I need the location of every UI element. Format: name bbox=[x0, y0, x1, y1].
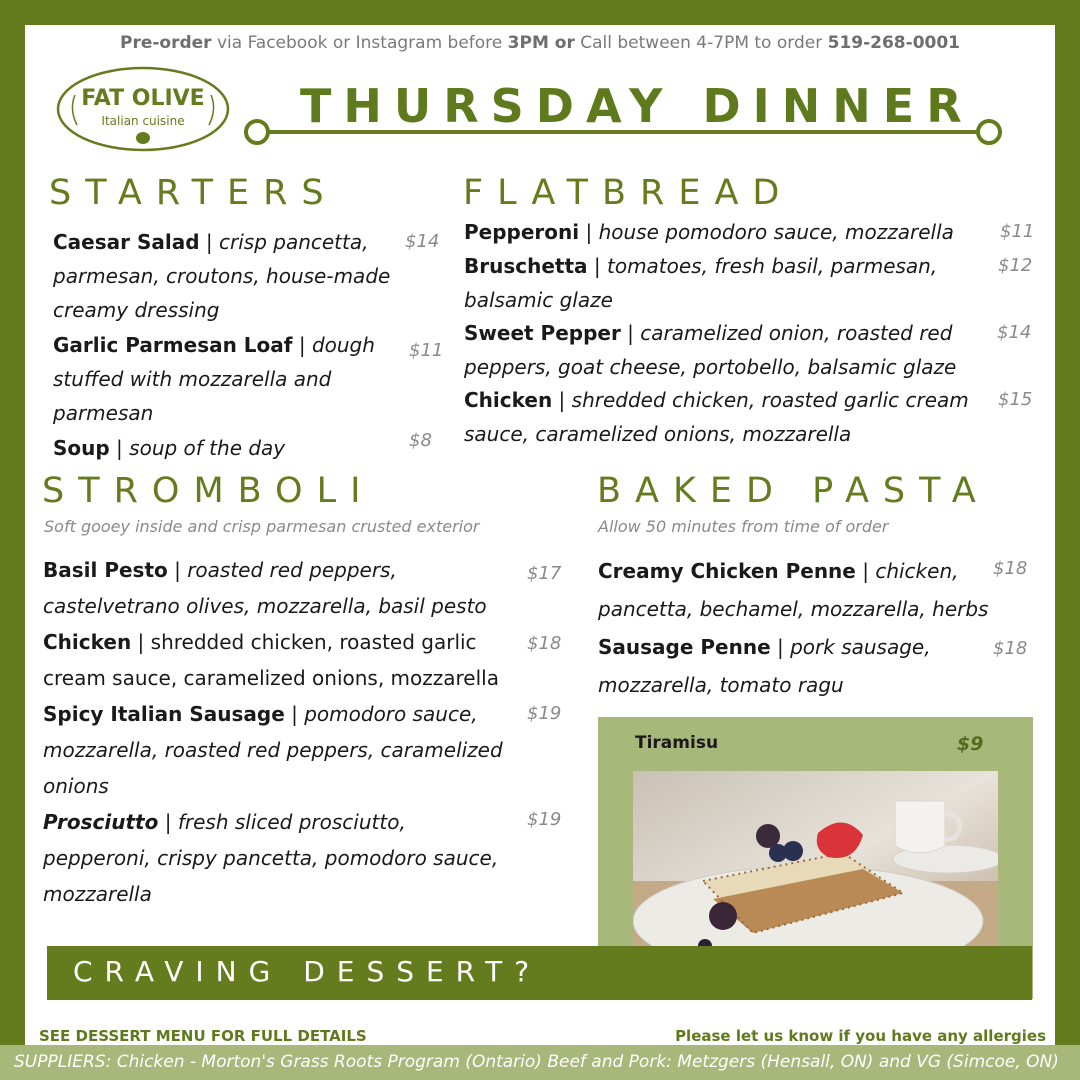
item-price: $18 bbox=[527, 633, 562, 654]
logo-subtext: Italian cuisine bbox=[101, 114, 185, 128]
page-title: THURSDAY DINNER bbox=[300, 79, 974, 133]
item-price: $15 bbox=[998, 389, 1033, 410]
stromboli-heading: STROMBOLI bbox=[42, 471, 375, 511]
logo-text: FAT OLIVE bbox=[81, 86, 205, 111]
menu-item: Creamy Chicken Penne | chicken, pancetta, bechamel, mozzarella, herbs bbox=[598, 559, 989, 621]
see-dessert-menu-note: SEE DESSERT MENU FOR FULL DETAILS bbox=[39, 1027, 367, 1045]
menu-item: Prosciutto | fresh sliced prosciutto, pepperoni, crispy pancetta, pomodoro sauce, mozzarella bbox=[43, 810, 499, 906]
olive-icon bbox=[136, 132, 150, 144]
menu-item: Chicken | shredded chicken, roasted garlic cream sauce, caramelized onions, mozzarella bbox=[43, 630, 499, 690]
menu-item: Pepperoni | house pomodoro sauce, mozzarella bbox=[464, 220, 954, 244]
flatbread-heading: FLATBREAD bbox=[463, 173, 794, 213]
item-price: $11 bbox=[409, 340, 444, 361]
suppliers-footer: SUPPLIERS: Chicken - Morton's Grass Roots Program (Ontario) Beef and Pork: Metzgers (Hensall, ON) and VG (Simcoe, ON) bbox=[0, 1045, 1080, 1080]
title-divider bbox=[243, 117, 1003, 147]
menu-item: Spicy Italian Sausage | pomodoro sauce, mozzarella, roasted red peppers, caramelized onions bbox=[43, 702, 503, 798]
fat-olive-logo bbox=[55, 65, 231, 153]
preorder-notice: Pre-order via Facebook or Instagram before 3PM or Call between 4-7PM to order 519-268-0001 bbox=[119, 33, 961, 53]
dessert-price: $9 bbox=[957, 733, 984, 755]
item-price: $19 bbox=[527, 809, 562, 830]
allergy-note: Please let us know if you have any allergies bbox=[675, 1027, 1046, 1045]
baked-pasta-heading: BAKED PASTA bbox=[597, 471, 990, 511]
item-price: $17 bbox=[527, 563, 562, 584]
stromboli-subtitle: Soft gooey inside and crisp parmesan crusted exterior bbox=[44, 517, 480, 536]
menu-card bbox=[25, 25, 1055, 1045]
item-price: $18 bbox=[993, 558, 1028, 579]
item-price: $14 bbox=[405, 231, 440, 252]
menu-item: Soup | soup of the day bbox=[53, 436, 286, 460]
dessert-name: Tiramisu bbox=[635, 733, 719, 753]
item-price: $8 bbox=[409, 430, 432, 451]
item-price: $18 bbox=[993, 638, 1028, 659]
item-price: $11 bbox=[1000, 221, 1035, 242]
menu-item: Chicken | shredded chicken, roasted garlic cream sauce, caramelized onions, mozzarella bbox=[464, 388, 969, 446]
menu-item: Sweet Pepper | caramelized onion, roasted red peppers, goat cheese, portobello, balsamic glaze bbox=[464, 321, 957, 379]
baked-pasta-subtitle: Allow 50 minutes from time of order bbox=[598, 517, 889, 536]
item-price: $19 bbox=[527, 703, 562, 724]
banner-text: CRAVING DESSERT? bbox=[73, 955, 542, 988]
item-price: $12 bbox=[998, 255, 1033, 276]
starters-heading: STARTERS bbox=[49, 173, 338, 213]
menu-item: Sausage Penne | pork sausage, mozzarella, tomato ragu bbox=[598, 635, 931, 697]
craving-dessert-banner bbox=[47, 946, 1032, 1000]
item-price: $14 bbox=[997, 322, 1032, 343]
menu-item: Garlic Parmesan Loaf | dough stuffed with mozzarella and parmesan bbox=[53, 333, 375, 425]
menu-item: Bruschetta | tomatoes, fresh basil, parmesan, balsamic glaze bbox=[464, 254, 938, 312]
menu-item: Basil Pesto | roasted red peppers, castelvetrano olives, mozzarella, basil pesto bbox=[43, 558, 487, 618]
menu-item: Caesar Salad | crisp pancetta, parmesan, croutons, house-made creamy dressing bbox=[53, 230, 391, 322]
